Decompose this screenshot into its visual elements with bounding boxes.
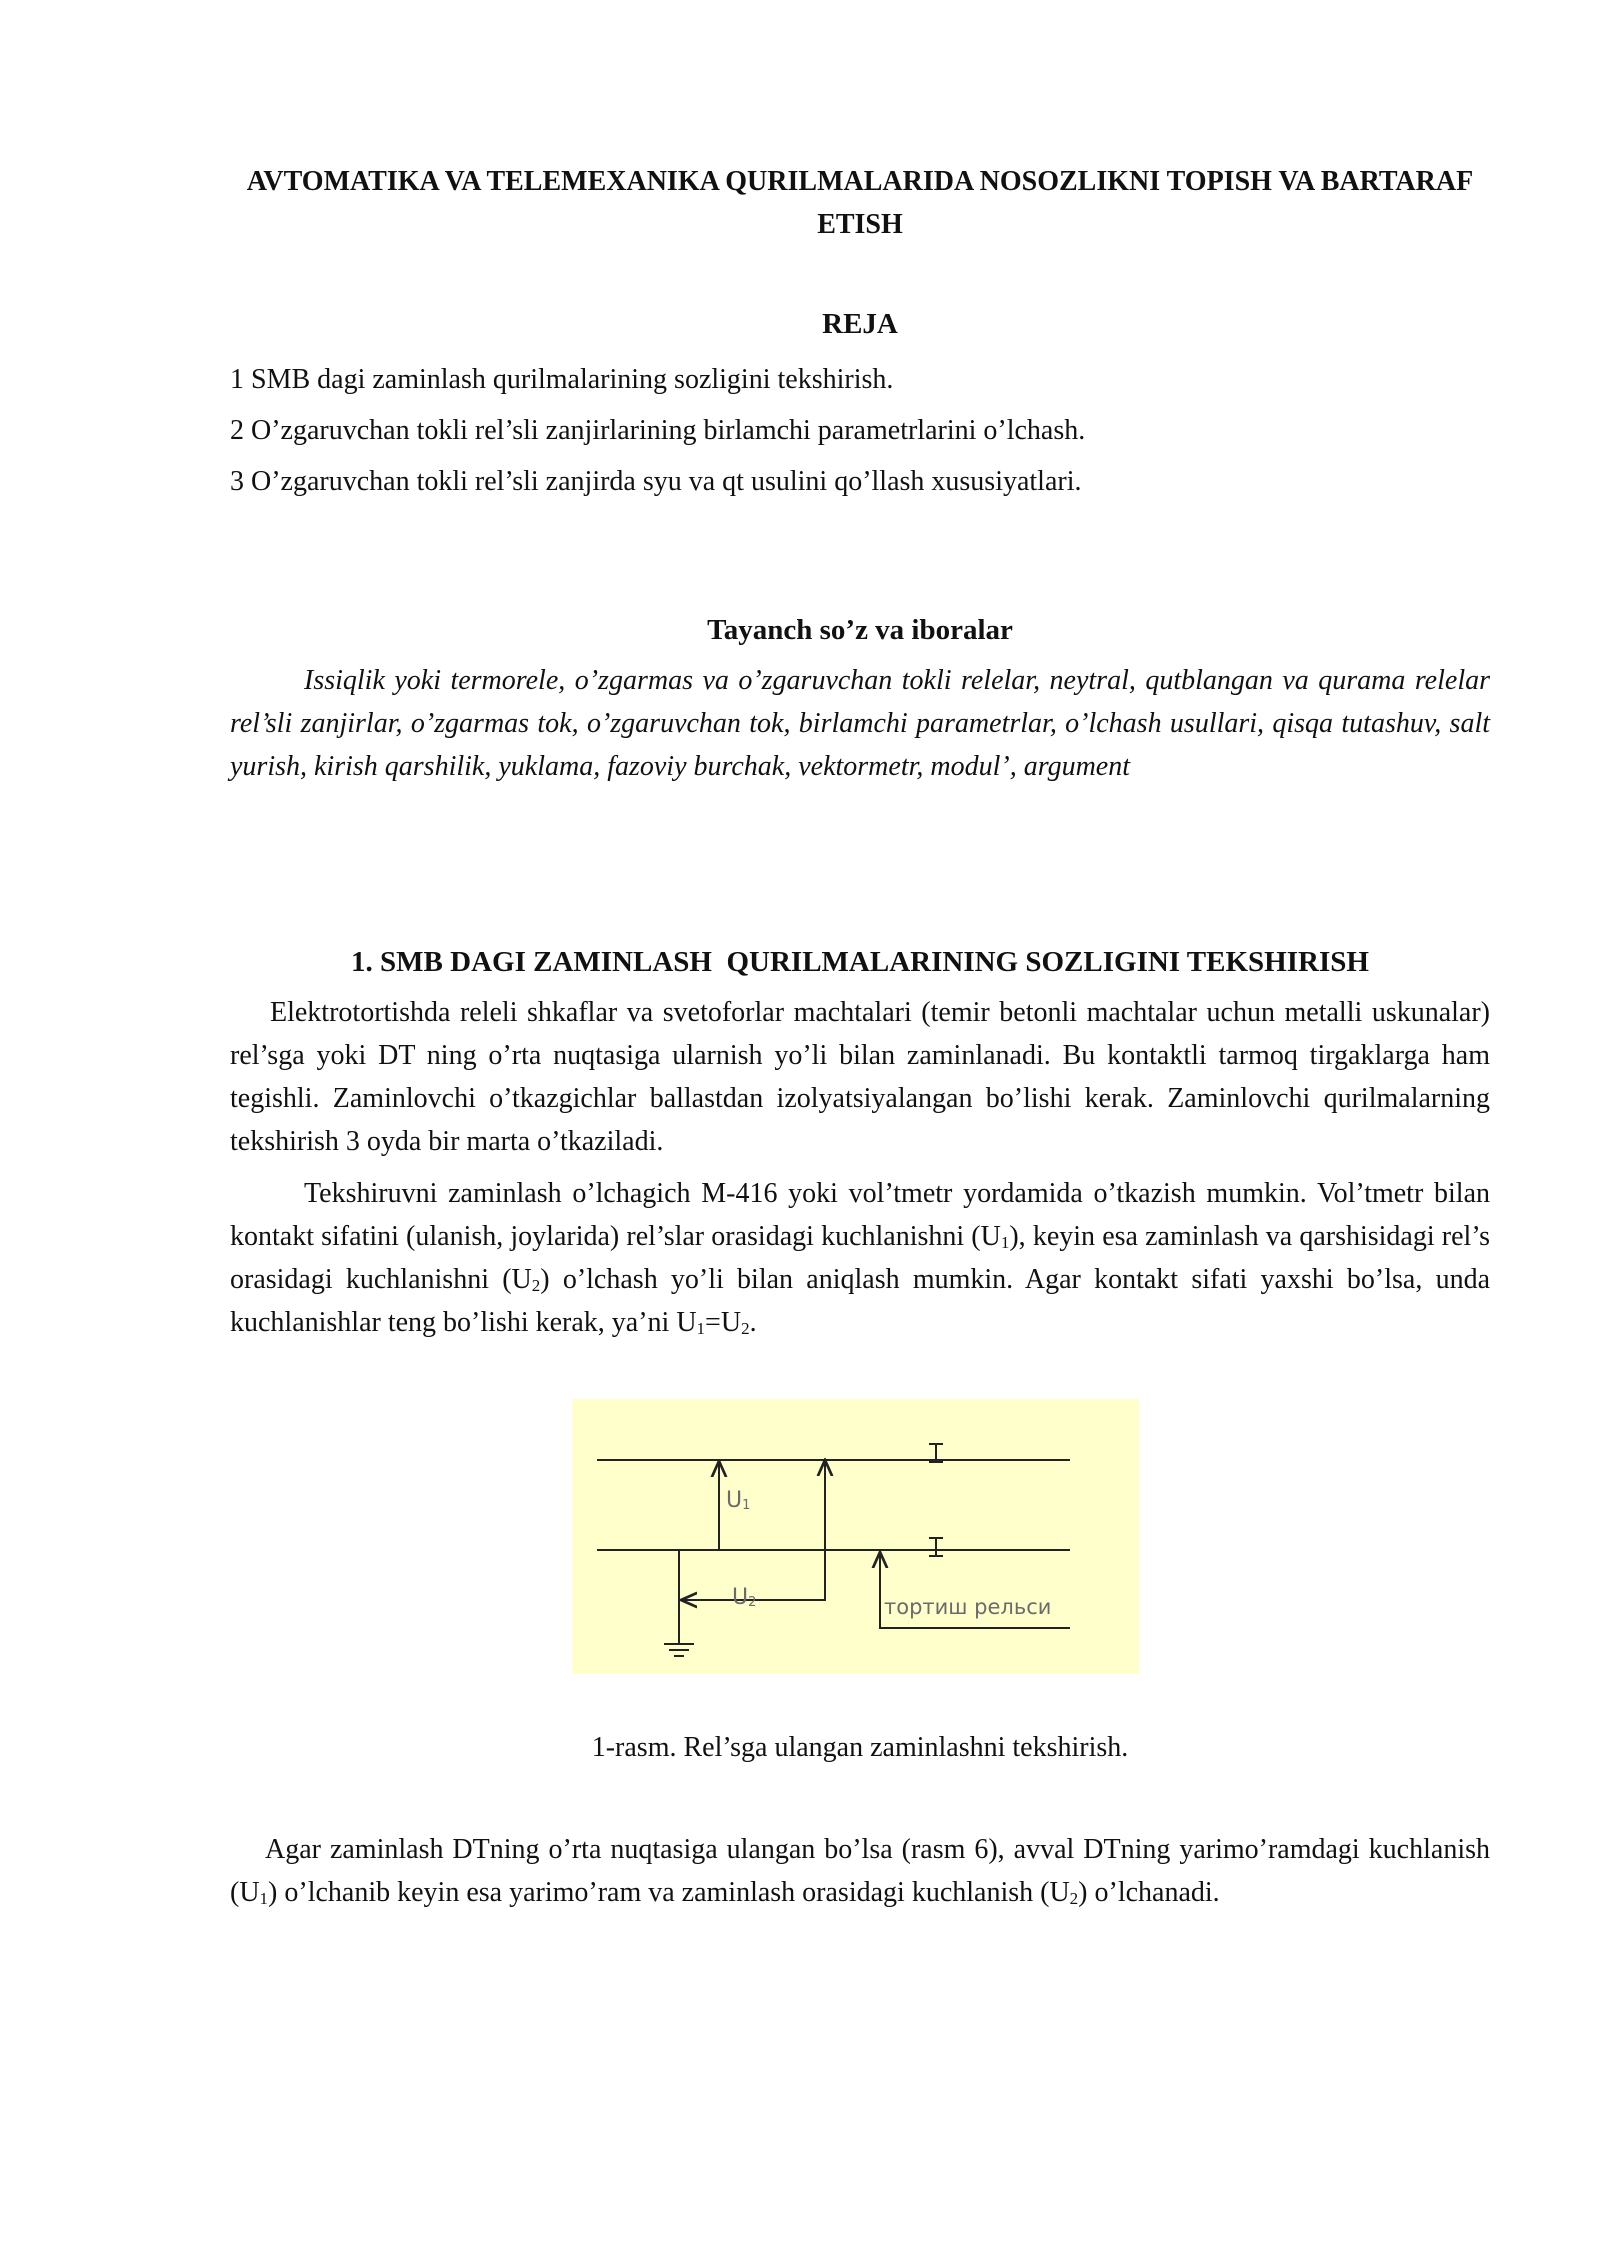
text-run: ) o’lchash yo’li bilan aniqlash mumkin. Agar kontakt sifati yaxshi bo’lsa, unda kuchlanishlar teng bo’lishi kerak, ya’ni U — [230, 1264, 1490, 1338]
plan-list — [230, 354, 1490, 507]
text-run: Agar zaminlash DTning o’rta nuqtasiga ulangan bo’lsa (rasm 6), avval DTning yarimo’ramdagi kuchlanish (U — [230, 1834, 1490, 1908]
body-paragraph: Elektrotortishda releli shkaflar va svetoforlar machtalari (temir betonli machtalar uchun metalli uskunalar) rel’sga yoki DT ning o’rta nuqtasiga ularnish yo’li bilan zaminlanadi. Bu kontaktli tarmoq tirgaklarga ham tegishli. Zaminlovchi o’tkazgichlar ballastdan izolyatsiyalangan bo’lishi kerak. Zaminlovchi qurilmalarning tekshirish 3 oyda bir marta o’tkaziladi. — [230, 997, 1490, 1157]
label-u1 — [726, 1488, 750, 1513]
label-u2 — [732, 1585, 756, 1610]
circuit-diagram — [572, 1399, 1139, 1674]
keywords-heading: Tayanch so’z va iboralar — [707, 614, 1013, 646]
document-title: AVTOMATIKA VA TELEMEXANIKA QURILMALARIDA NOSOZLIKNI TOPISH VA BARTARAF ETISH — [246, 166, 1474, 240]
insulated-joint-icon — [929, 1538, 943, 1556]
label-u2-sub: 2 — [748, 1595, 757, 1610]
label-u1-sub: 1 — [742, 1498, 751, 1513]
plan-item: 1 SMB dagi zaminlash qurilmalarining sozligini tekshirish. — [230, 364, 894, 395]
subscript: 2 — [1069, 1889, 1079, 1908]
subscript: 1 — [696, 1319, 706, 1338]
subscript: 2 — [741, 1319, 750, 1338]
label-u2-text: U — [732, 1585, 749, 1610]
text-run: ) o’lchanib keyin esa yarimo’ram va zaminlash orasidagi kuchlanish (U — [268, 1877, 1070, 1908]
text-run: ) o’lchanadi. — [1078, 1877, 1220, 1908]
figure-caption: 1-rasm. Rel’sga ulangan zaminlashni tekshirish. — [591, 1732, 1129, 1763]
body-paragraph — [230, 1828, 1490, 1914]
voltage-lead-u2 — [684, 1460, 825, 1600]
keywords-text: Issiqlik yoki termorele, o’zgarmas va o’zgaruvchan tokli relelar, neytral, qutblangan va qurama relelar rel’sli zanjirlar, o’zgarmas tok, o’zgaruvchan tok, birlamchi parametrlar, o’lchash usullari, qisqa tutashuv, salt yurish, kirish qarshilik, yuklama, fazoviy burchak, vektormetr, modul’, argument — [230, 665, 1490, 782]
plan-item: 3 O’zgaruvchan tokli rel’sli zanjirda syu va qt usulini qo’llash xususiyatlari. — [230, 466, 1082, 497]
subscript: 1 — [259, 1889, 269, 1908]
label-traction-rail: тортиш рельси — [884, 1595, 1052, 1619]
grounding-circuit-figure — [572, 1399, 1139, 1674]
text-run: . — [749, 1307, 757, 1338]
section-heading: 1. SMB DAGI ZAMINLASH QURILMALARINING SOZLIGINI TEKSHIRISH — [351, 946, 1369, 978]
text-run: Tekshiruvni zaminlash o’lchagich M-416 yoki vol’tmetr yordamida o’tkazish mumkin. Vol’tmetr bilan kontakt sifatini (ulanish, joylarida) rel’slar orasidagi kuchlanishni (U — [230, 1178, 1490, 1252]
plan-item: 2 O’zgaruvchan tokli rel’sli zanjirlarining birlamchi parametrlarini o’lchash. — [230, 415, 1086, 446]
label-u1-text: U — [726, 1488, 743, 1513]
text-run: =U — [705, 1307, 742, 1338]
subscript: 1 — [1000, 1233, 1010, 1252]
text-run: ), keyin esa zaminlash va qarshisidagi rel’s orasidagi kuchlanishni (U — [230, 1221, 1490, 1295]
plan-heading: REJA — [822, 308, 898, 340]
body-paragraph — [230, 1172, 1490, 1344]
subscript: 2 — [531, 1276, 541, 1295]
